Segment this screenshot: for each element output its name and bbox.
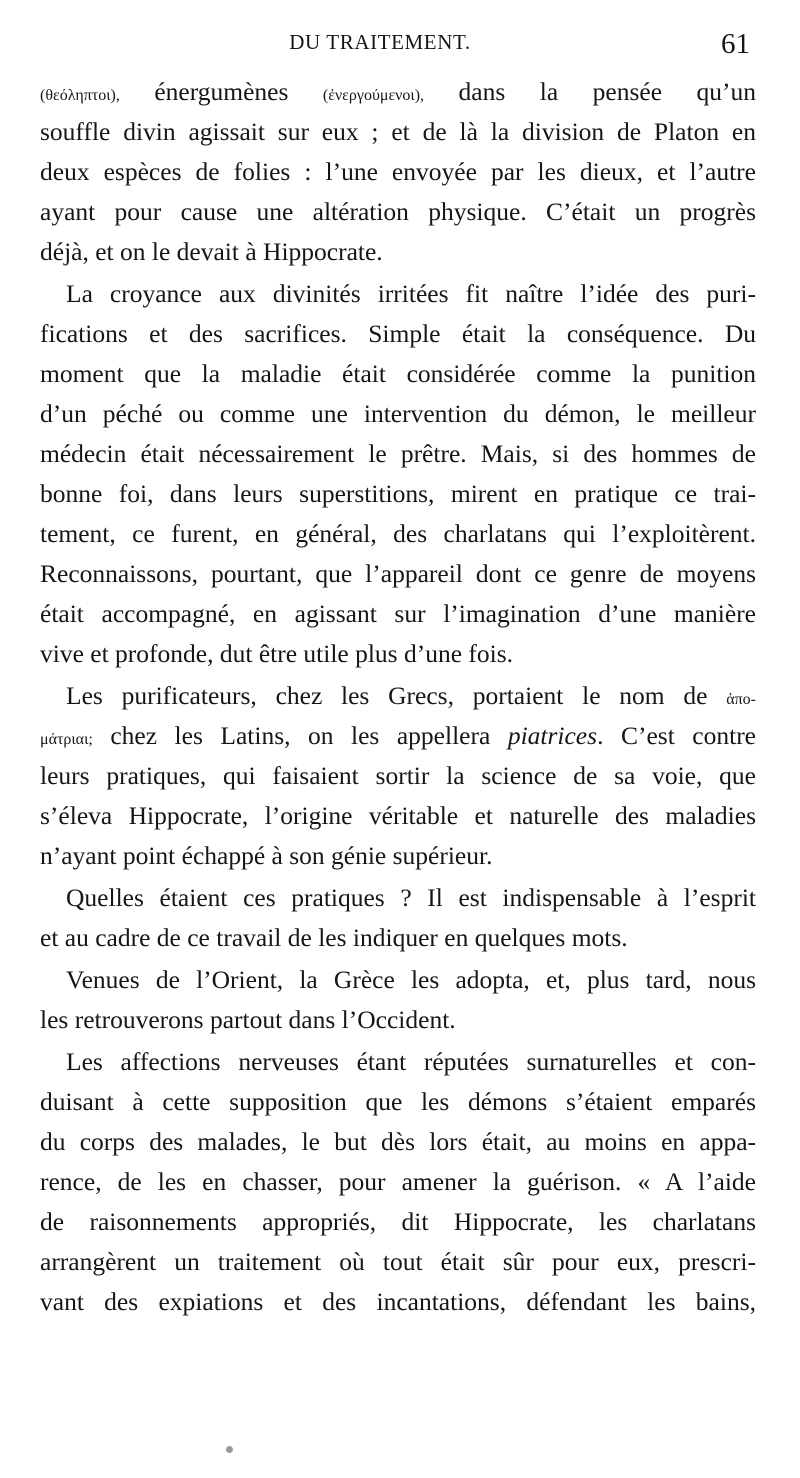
- paragraph-start-line: Les purificateurs, chez les Grecs, portaient le nom de ἀπο-: [66, 681, 756, 710]
- text-line: leurs pratiques, qui faisaient sortir la science de sa voie, que: [40, 761, 756, 790]
- text-line: tement, ce furent, en général, des charlatans qui l’exploitèrent.: [40, 519, 756, 548]
- paragraph-start-line: La croyance aux divinités irritées fit naître l’idée des puri-: [66, 279, 756, 308]
- text-line: Reconnaissons, pourtant, que l’appareil dont ce genre de moyens: [40, 559, 756, 588]
- text-line: médecin était nécessairement le prêtre. Mais, si des hommes de: [40, 439, 756, 468]
- running-title: DU TRAITEMENT.: [289, 30, 471, 54]
- text-line: bonne foi, dans leurs superstitions, mirent en pratique ce trai-: [40, 479, 756, 508]
- text-line: deux espèces de folies : l’une envoyée par les dieux, et l’autre: [40, 157, 756, 186]
- text-line: d’un péché ou comme une intervention du démon, le meilleur: [40, 399, 756, 428]
- text-line: déjà, et on le devait à Hippocrate.: [40, 237, 383, 266]
- body-text: [40, 72, 756, 1322]
- text-line: vive et profonde, dut être utile plus d’une fois.: [40, 639, 514, 668]
- text-line: de raisonnements appropriés, dit Hippocrate, les charlatans: [40, 1207, 756, 1236]
- text-line: fications et des sacrifices. Simple était la conséquence. Du: [40, 319, 756, 348]
- text-line: était accompagné, en agissant sur l’imagination d’une manière: [40, 599, 756, 628]
- text-line: moment que la maladie était considérée comme la punition: [40, 359, 756, 388]
- text-line: (θεόληπτοι), énergumènes (ἐνεργούμενοι), dans la pensée qu’un: [40, 77, 757, 106]
- page-number: 61: [721, 28, 750, 60]
- ink-speck: [226, 1446, 233, 1453]
- text-line: du corps des malades, le but dès lors était, au moins en appa-: [40, 1127, 756, 1156]
- paragraph-start-line: Quelles étaient ces pratiques ? Il est indispensable à l’esprit: [66, 883, 756, 912]
- text-line: vant des expiations et des incantations, défendant les bains,: [40, 1287, 756, 1316]
- text-line: les retrouverons partout dans l’Occident.: [40, 1005, 456, 1034]
- paragraph-start-line: Les affections nerveuses étant réputées surnaturelles et con-: [66, 1047, 756, 1076]
- paragraph-start-line: Venues de l’Orient, la Grèce les adopta, et, plus tard, nous: [66, 965, 756, 994]
- text-line: n’ayant point échappé à son génie supérieur.: [40, 841, 493, 870]
- text-line: s’éleva Hippocrate, l’origine véritable et naturelle des maladies: [40, 801, 756, 830]
- text-line: μάτριαι; chez les Latins, on les appellera piatrices. C’est contre: [40, 721, 757, 750]
- text-line: et au cadre de ce travail de les indiquer en quelques mots.: [40, 923, 628, 952]
- text-line: arrangèrent un traitement où tout était sûr pour eux, prescri-: [40, 1247, 756, 1276]
- text-line: souffle divin agissait sur eux ; et de là la division de Platon en: [40, 117, 756, 146]
- text-line: rence, de les en chasser, pour amener la guérison. « A l’aide: [40, 1167, 756, 1196]
- text-line: duisant à cette supposition que les démons s’étaient emparés: [40, 1087, 756, 1116]
- text-line: ayant pour cause une altération physique. C’était un progrès: [40, 197, 756, 226]
